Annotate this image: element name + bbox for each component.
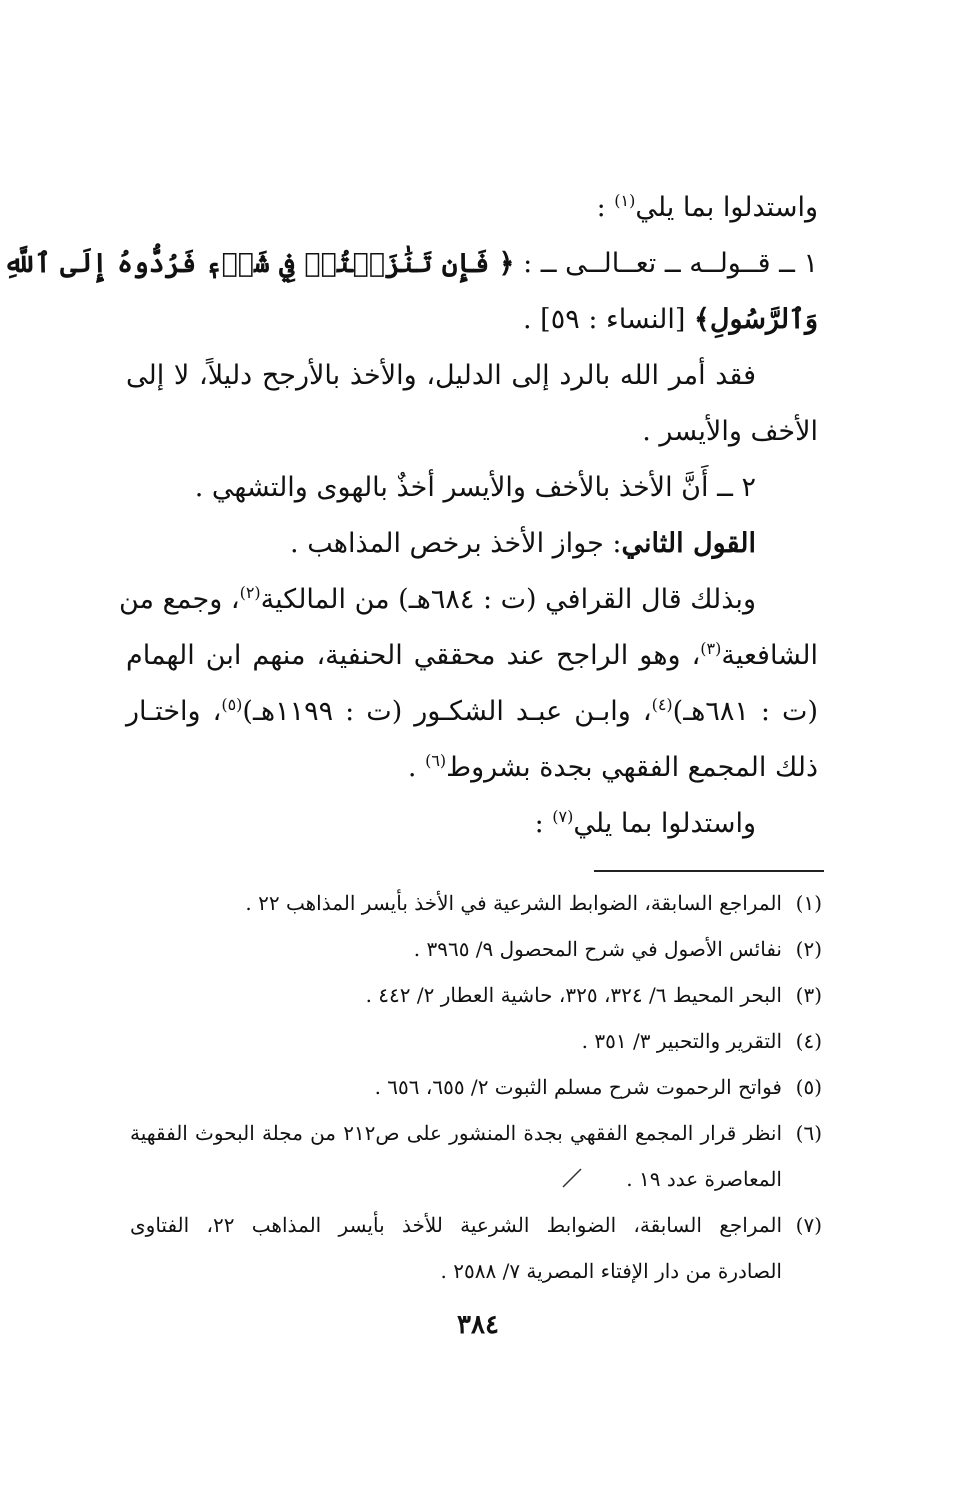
text-line-10 [126, 684, 818, 740]
footnote-3 [130, 972, 822, 1018]
text-span: ، وابـن عبـد الشكـور (ت : ١١٩٩هـ) [242, 696, 652, 727]
item-number: ١ ــ [779, 248, 818, 279]
footnote-ref-7[interactable]: (٧) [552, 807, 574, 826]
footnote-number: (٧) [795, 1213, 822, 1237]
footnote-ref-2[interactable]: (٢) [239, 583, 261, 602]
footnotes [130, 880, 822, 1294]
footnote-line: التقرير والتحبير ٣/ ٣٥١ . [581, 1029, 782, 1053]
main-text [3, 180, 818, 852]
text-line-11 [126, 740, 818, 796]
footnote-number: (٣) [795, 983, 822, 1007]
footnote-ref-6[interactable]: (٦) [425, 751, 447, 770]
footnote-2 [130, 926, 822, 972]
pen-mark-icon [560, 1165, 584, 1189]
footnote-line: فواتح الرحموت شرح مسلم الثبوت ٢/ ٦٥٥، ٦٥٦ . [374, 1075, 782, 1099]
footnote-5 [130, 1064, 822, 1110]
footnote-text [130, 1110, 782, 1202]
footnote-ref-4[interactable]: (٤) [651, 695, 673, 714]
text-line-7 [126, 516, 818, 572]
text-line-1 [126, 180, 818, 236]
text-span: : [596, 192, 615, 223]
text-span: قــولــه ــ تعــالــى ــ : [514, 248, 771, 279]
text-span: ذلك المجمع الفقهي بجدة بشروط [446, 752, 818, 783]
footnote-line: المراجع السابقة، الضوابط الشرعية في الأخذ بأيسر المذاهب ٢٢ . [245, 891, 782, 915]
text-span: ، وهو الراجح عند محققي الحنفية، منهم ابن الهمام [126, 640, 701, 671]
footnote-line: المعاصرة عدد ١٩ . [626, 1167, 782, 1191]
text-span: الأخف والأيسر . [642, 416, 818, 447]
footnote-text [130, 1202, 782, 1294]
text-span: واستدلوا بما يلي [573, 808, 756, 839]
footnote-number: (٥) [795, 1075, 822, 1099]
footnote-ref-5[interactable]: (٥) [221, 695, 243, 714]
text-line-12 [126, 796, 818, 852]
footnote-7 [130, 1202, 822, 1294]
text-span: (ت : ٦٨١هـ) [672, 696, 818, 727]
footnote-text [130, 1064, 782, 1110]
footnote-6 [130, 1110, 822, 1202]
footnote-line: الصادرة من دار الإفتاء المصرية ٧/ ٢٥٨٨ . [440, 1259, 782, 1283]
quran-verse-end: وَٱلرَّسُولِ﴾ [694, 304, 818, 335]
footnote-number: (٢) [795, 937, 822, 961]
footnote-ref-1[interactable]: (١) [614, 191, 636, 210]
footnote-separator [594, 870, 824, 872]
footnote-1 [130, 880, 822, 926]
text-span: ، وجمع من [118, 584, 240, 615]
text-span: فقد أمر الله بالرد إلى الدليل، والأخذ بالأرجح دليلاً، لا إلى [126, 360, 756, 391]
footnote-text [130, 1018, 782, 1064]
text-span: : جواز الأخذ برخص المذاهب . [290, 528, 622, 559]
text-line-3 [126, 292, 818, 348]
text-span: ٢ ــ أَنَّ الأخذ بالأخف والأيسر أخذٌ بالهوى والتشهي . [194, 472, 756, 503]
text-line-5 [126, 404, 818, 460]
footnote-line: البحر المحيط ٦/ ٣٢٤، ٣٢٥، حاشية العطار ٢/ ٤٤٢ . [365, 983, 782, 1007]
footnote-ref-3[interactable]: (٣) [700, 639, 722, 658]
text-line-2 [3, 236, 818, 292]
quran-verse: ﴿ فَإِن تَنَٰزَعۡتُمۡ فِي شَيۡءٖ فَرُدُّوهُ إِلَى ٱللَّهِ [3, 248, 515, 279]
verse-reference: [النساء : ٥٩] . [523, 304, 694, 335]
text-line-8 [118, 572, 818, 628]
footnote-line: نفائس الأصول في شرح المحصول ٩/ ٣٩٦٥ . [413, 937, 782, 961]
footnote-text [130, 972, 782, 1018]
text-span: وبذلك قال القرافي (ت : ٦٨٤هـ) من المالكية [260, 584, 756, 615]
text-span: ، واختـار [126, 696, 222, 727]
text-span: واستدلوا بما يلي [635, 192, 818, 223]
footnote-text [130, 880, 782, 926]
footnote-line: انظر قرار المجمع الفقهي بجدة المنشور على ص٢١٢ من مجلة البحوث الفقهية [130, 1121, 782, 1145]
text-line-4 [126, 348, 818, 404]
footnote-text [130, 926, 782, 972]
text-line-6 [126, 460, 818, 516]
footnote-number: (٦) [795, 1121, 822, 1145]
text-span: الشافعية [721, 640, 818, 671]
section-heading: القول الثاني [621, 528, 756, 559]
text-line-9 [126, 628, 818, 684]
text-span: : [534, 808, 553, 839]
text-span: . [407, 752, 426, 783]
footnote-number: (٤) [795, 1029, 822, 1053]
footnote-4 [130, 1018, 822, 1064]
footnote-line: المراجع السابقة، الضوابط الشرعية للأخذ بأيسر المذاهب ٢٢، الفتاوى [130, 1213, 782, 1237]
page-number: ٣٨٤ [457, 1310, 499, 1340]
footnote-number: (١) [795, 891, 822, 915]
